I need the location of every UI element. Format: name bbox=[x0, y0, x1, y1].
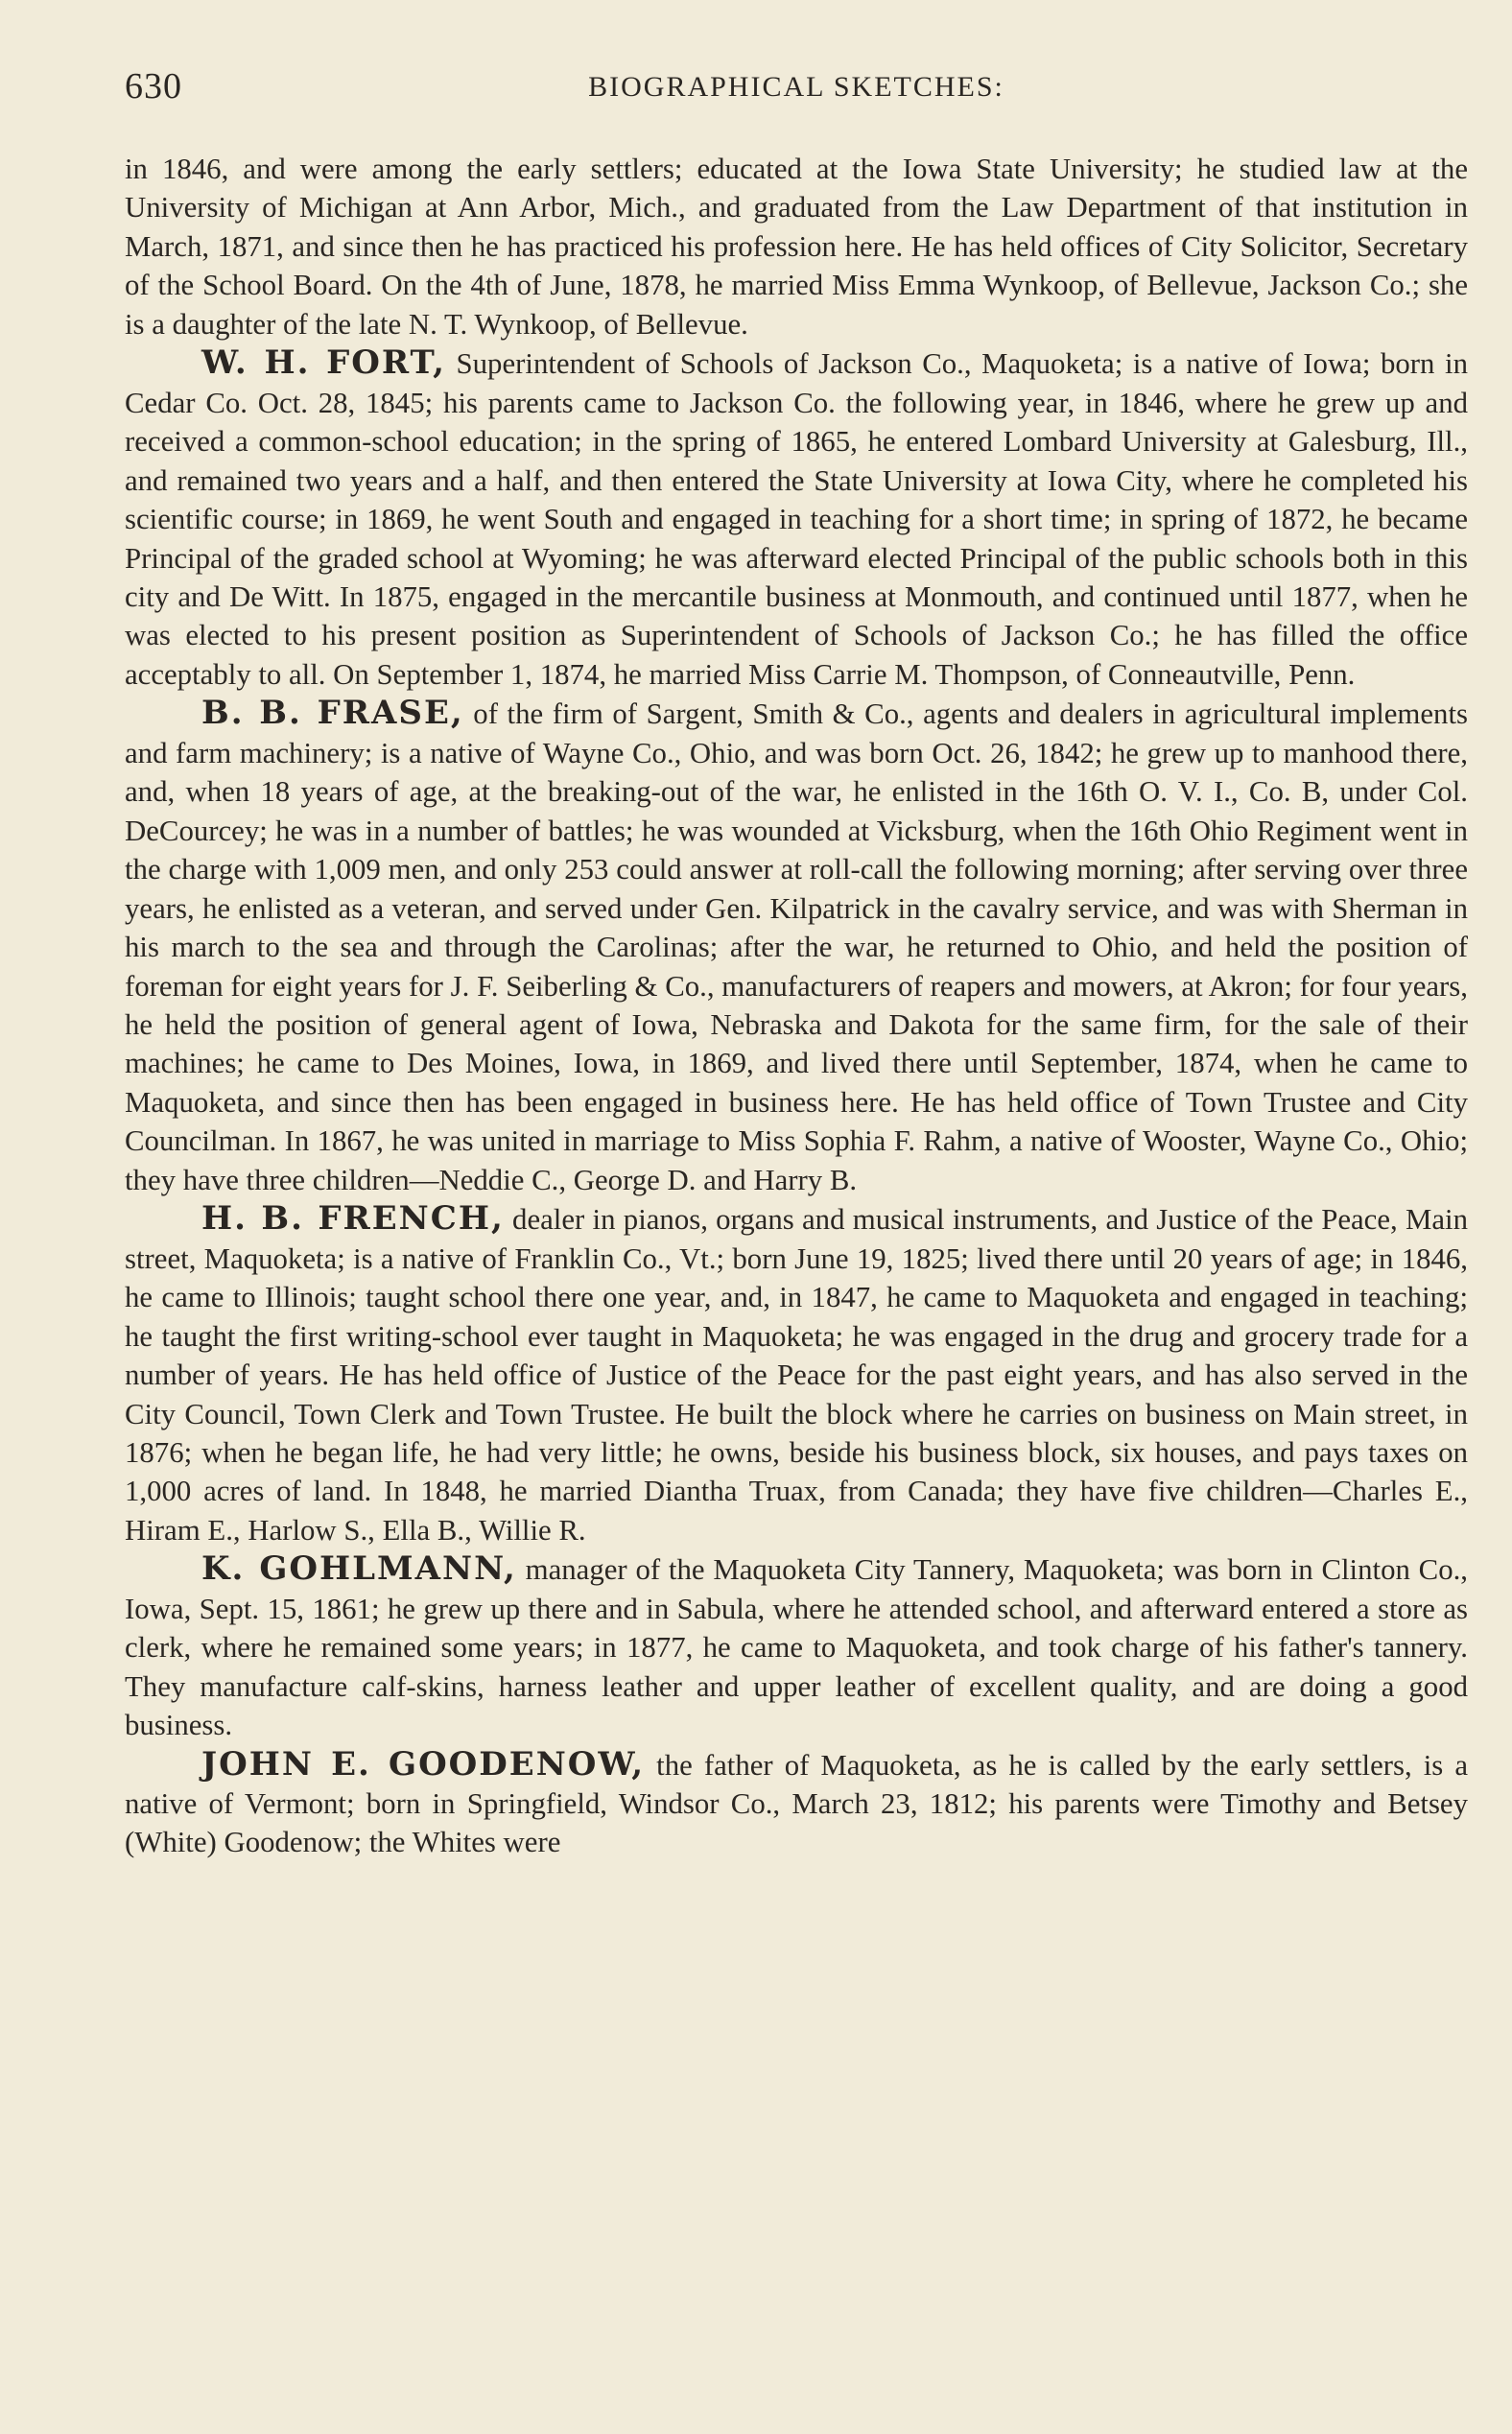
page-number: 630 bbox=[125, 66, 182, 106]
book-page bbox=[125, 65, 1468, 2406]
page-header bbox=[125, 65, 1468, 117]
sketch-entry-frase bbox=[125, 694, 1468, 1199]
entry-text: dealer in pianos, organs and musical instruments, and Justice of the Peace, Main street, Maquoketa; is a native of Franklin Co., Vt.; born June 19, 1825; lived there until 20 years of age; in 1846, he came to Illinois; taught school there one year, and, in 1847, he came to Maquoketa and engaged in teaching; he taught the first writing-school ever taught in Maquoketa; he was engaged in the drug and grocery trade for a number of years. He has held office of Justice of the Peace for the past eight years, and has also served in the City Council, Town Clerk and Town Trustee. He built the block where he carries on business on Main street, in 1876; when he began life, he had very little; he owns, beside his business block, six houses, and pays taxes on 1,000 acres of land. In 1848, he married Diantha Truax, from Canada; they have five children—Charles E., Hiram E., Harlow S., Ella B., Willie R. bbox=[125, 1203, 1468, 1547]
running-head: BIOGRAPHICAL SKETCHES: bbox=[588, 71, 1004, 103]
entry-text: of the firm of Sargent, Smith & Co., agents and dealers in agricultural implements and farm machinery; is a native of Wayne Co., Ohio, and was born Oct. 26, 1842; he grew up to manhood there, and, when 18 years of age, at the breaking-out of the war, he enlisted in the 16th O. V. I., Co. B, under Col. DeCourcey; he was in a number of battles; he was wounded at Vicksburg, when the 16th Ohio Regiment went in the charge with 1,009 men, and only 253 could answer at roll-call the following morning; after serving over three years, he enlisted as a veteran, and served under Gen. Kilpatrick in the cavalry service, and was with Sherman in his march to the sea and through the Carolinas; after the war, he returned to Ohio, and held the position of foreman for eight years for J. F. Seiberling & Co., manufacturers of reapers and mowers, at Akron; for four years, he held the position of general agent of Iowa, Nebraska and Dakota for the same firm, for the sale of their machines; he came to Des Moines, Iowa, in 1869, and lived there until September, 1874, when he came to Maquoketa, and since then has been engaged in business here. He has held office of Town Trustee and City Councilman. In 1867, he was united in marriage to Miss Sophia F. Rahm, a native of Wooster, Wayne Co., Ohio; they have three children—Neddie C., George D. and Harry B. bbox=[125, 697, 1468, 1196]
body-text bbox=[125, 150, 1468, 1862]
entry-text: manager of the Maquoketa City Tannery, Maquoketa; was born in Clinton Co., Iowa, Sept. 15, 1861; he grew up there and in Sabula, where he attended school, and afterward entered a store as clerk, where he remained some years; in 1877, he came to Maquoketa, and took charge of his father's tannery. They manufacture calf-skins, harness leather and upper leather of excellent quality, and are doing a good business. bbox=[125, 1553, 1468, 1742]
continuation-paragraph: in 1846, and were among the early settlers; educated at the Iowa State University; he studied law at the University of Michigan at Ann Arbor, Mich., and graduated from the Law Department of that institution in March, 1871, and since then he has practiced his profession here. He has held offices of City Solicitor, Secretary of the School Board. On the 4th of June, 1878, he married Miss Emma Wynkoop, of Bellevue, Jackson Co.; she is a daughter of the late N. T. Wynkoop, of Bellevue. bbox=[125, 153, 1468, 341]
entry-name: W. H. FORT, bbox=[201, 343, 446, 383]
sketch-entry-french bbox=[125, 1199, 1468, 1549]
entry-text: the father of Maquoketa, as he is called by the early settlers, is a native of Vermont; born in Springfield, Windsor Co., March 23, 1812; his parents were Timothy and Betsey (White) Goodenow; the Whites were bbox=[125, 1748, 1468, 1859]
sketch-entry-gohlmann bbox=[125, 1549, 1468, 1744]
sketch-entry-fort bbox=[125, 343, 1468, 694]
entry-name: JOHN E. GOODENOW, bbox=[201, 1744, 646, 1784]
entry-name: H. B. FRENCH, bbox=[201, 1199, 505, 1239]
entry-name: K. GOHLMANN, bbox=[201, 1549, 517, 1589]
sketch-entry-goodenow bbox=[125, 1745, 1468, 1862]
entry-name: B. B. FRASE, bbox=[201, 694, 464, 733]
entry-text: Superintendent of Schools of Jackson Co., Maquoketa; is a native of Iowa; born in Cedar Co. Oct. 28, 1845; his parents came to Jackson Co. the following year, in 1846, where he grew up and received a common-school education; in the spring of 1865, he entered Lombard University at Galesburg, Ill., and remained two years and a half, and then entered the State University at Iowa City, where he completed his scientific course; in 1869, he went South and engaged in teaching for a short time; in spring of 1872, he became Principal of the graded school at Wyoming; he was afterward elected Principal of the public schools both in this city and De Witt. In 1875, engaged in the mercantile business at Monmouth, and continued until 1877, when he was elected to his present position as Superintendent of Schools of Jackson Co.; he has filled the office acceptably to all. On September 1, 1874, he married Miss Carrie M. Thompson, of Conneautville, Penn. bbox=[125, 347, 1468, 691]
